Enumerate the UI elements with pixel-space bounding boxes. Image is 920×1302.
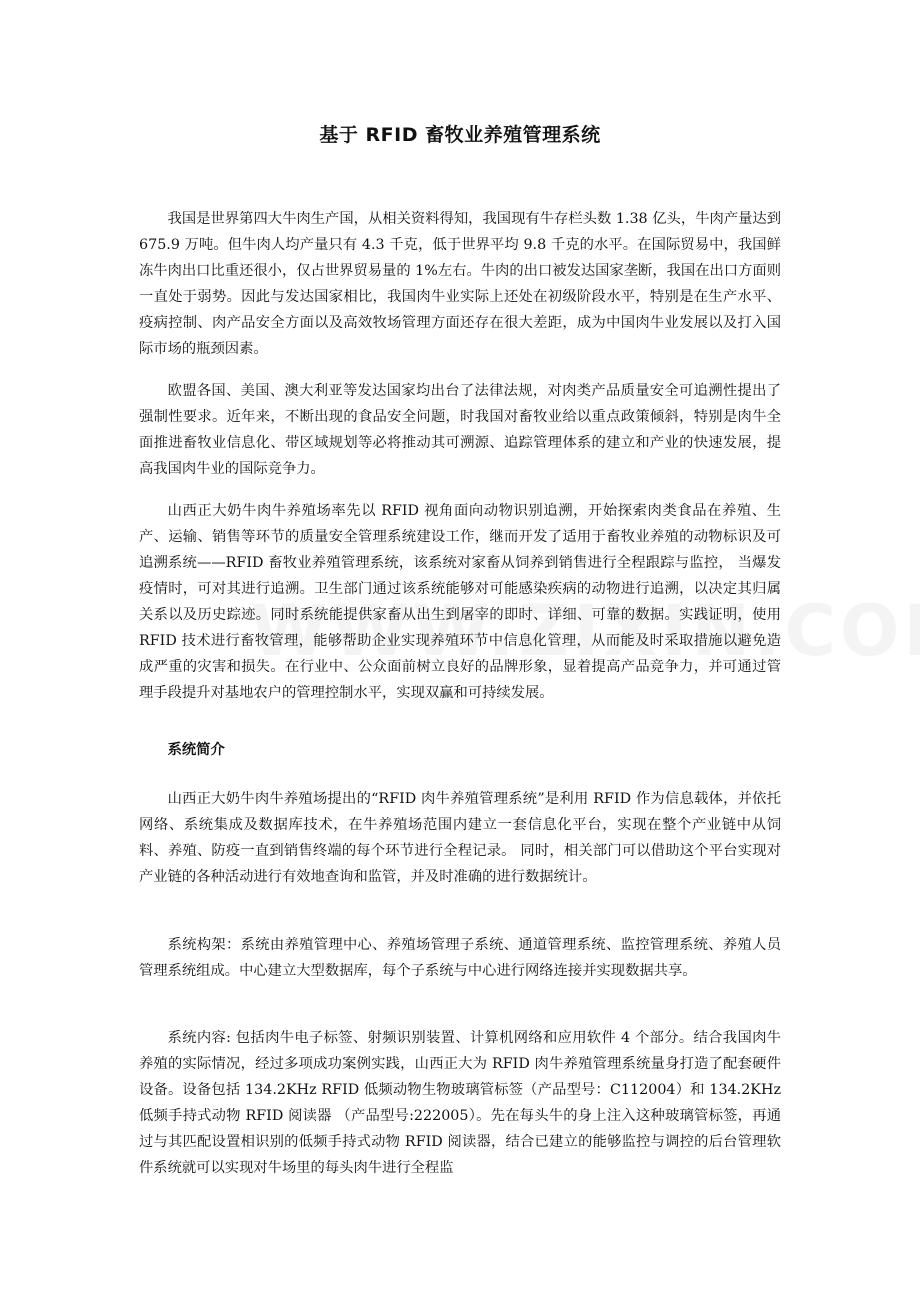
document-title: 基于 RFID 畜牧业养殖管理系统	[319, 124, 601, 146]
paragraph-1: 我国是世界第四大牛肉生产国，从相关资料得知，我国现有牛存栏头数 1.38 亿头，牛肉产量达到 675.9 万吨。但牛肉人均产量只有 4.3 千克，低于世界平均 9.8 千克的水平。在国际贸易中，我国鲜冻牛肉出口比重还很小，仅占世界贸易量的 1%左右。牛肉的出口被发达国家垄断，我国在出口方面则一直处于弱势。因此与发达国家相比，我国肉牛业实际上还处在初级阶段水平，特别是在生产水平、疫病控制、肉产品安全方面以及高效牧场管理方面还存在很大差距，成为中国肉牛业发展以及打入国际市场的瓶颈因素。	[139, 211, 781, 357]
section-paragraph-2: 系统构架：系统由养殖管理中心、养殖场管理子系统、通道管理系统、监控管理系统、养殖人员管理系统组成。中心建立大型数据库，每个子系统与中心进行网络连接并实现数据共享。	[139, 937, 781, 979]
section-paragraph-1: 山西正大奶牛肉牛养殖场提出的“RFID 肉牛养殖管理系统”是利用 RFID 作为信息载体，并依托网络、系统集成及数据库技术，在牛养殖场范围内建立一套信息化平台，实现在整个产业链中从饲料、养殖、防疫一直到销售终端的每个环节进行全程记录。 同时，相关部门可以借助这个平台实现对产业链的各种活动进行有效地查询和监管，并及时准确的进行数据统计。	[139, 791, 781, 885]
section-heading: 系统简介	[167, 742, 225, 758]
paragraph-3: 山西正大奶牛肉牛养殖场率先以 RFID 视角面向动物识别追溯，开始探索肉类食品在养殖、生产、运输、销售等环节的质量安全管理系统建设工作，继而开发了适用于畜牧业养殖的动物标识及可追溯系统——RFID 畜牧业养殖管理系统，该系统对家畜从饲养到销售进行全程跟踪与监控， 当爆发疫情时，可对其进行追溯。卫生部门通过该系统能够对可能感染疾病的动物进行追溯，以决定其归属关系以及历史踪迹。同时系统能提供家畜从出生到屠宰的即时、详细、可靠的数据。实践证明，使用 RFID 技术进行畜牧管理，能够帮助企业实现养殖环节中信息化管理，从而能及时采取措施以避免造成严重的灾害和损失。在行业中、公众面前树立良好的品牌形象，显着提高产品竞争力，并可通过管理手段提升对基地农户的管理控制水平，实现双赢和可持续发展。	[139, 503, 781, 701]
section-paragraph-3: 系统内容: 包括肉牛电子标签、射频识别装置、计算机网络和应用软件 4 个部分。结合我国肉牛养殖的实际情况，经过多项成功案例实践，山西正大为 RFID 肉牛养殖管理系统量身打造了配套硬件设备。设备包括 134.2KHz RFID 低频动物生物玻璃管标签（产品型号：C112004）和 134.2KHz 低频手持式动物 RFID 阅读器 （产品型号:222005）。先在每头牛的身上注入这种玻璃管标签，再通过与其匹配设置相识别的低频手持式动物 RFID 阅读器，结合已建立的能够监控与调控的后台管理软件系统就可以实现对牛场里的每头肉牛进行全程监	[139, 1030, 781, 1176]
paragraph-2: 欧盟各国、美国、澳大利亚等发达国家均出台了法律法规，对肉类产品质量安全可追溯性提出了强制性要求。近年来，不断出现的食品安全问题，时我国对畜牧业给以重点政策倾斜，特别是肉牛全面推进畜牧业信息化、带区域规划等必将推动其可溯源、追踪管理体系的建立和产业的快速发展，提高我国肉牛业的国际竞争力。	[139, 383, 781, 477]
